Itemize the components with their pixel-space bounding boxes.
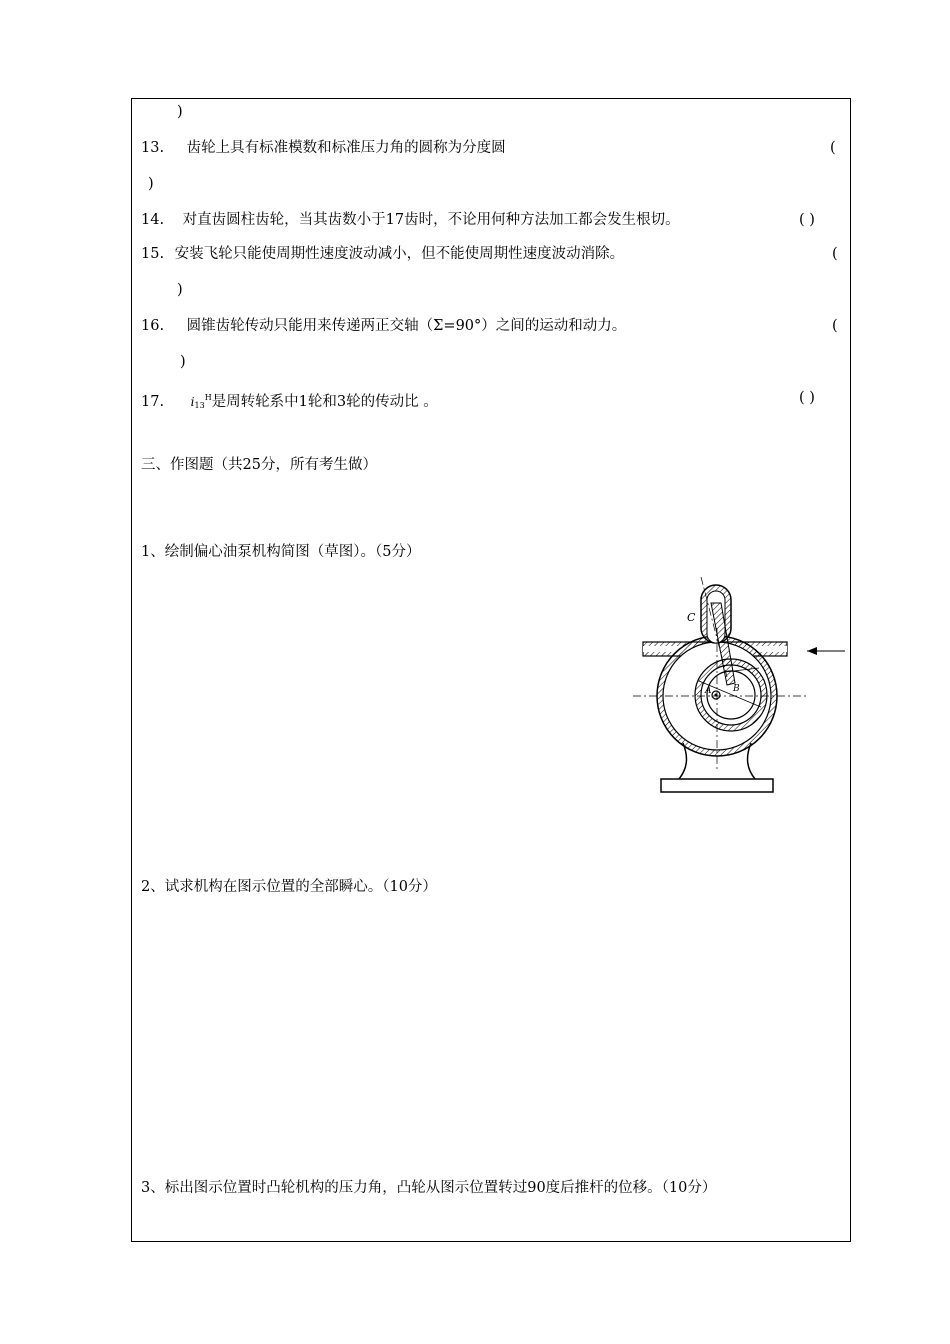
answer-parens: ( )	[799, 390, 815, 406]
question-15	[141, 245, 624, 263]
answer-parens: ( )	[799, 212, 815, 228]
label-b: B	[733, 684, 740, 694]
question-text: 圆锥齿轮传动只能用来传递两正交轴（Σ=90°）之间的运动和动力。	[186, 318, 627, 334]
question-text: 对直齿圆柱齿轮，当其齿数小于17齿时，不论用何种方法加工都会发生根切。	[182, 212, 680, 228]
ratio-symbol	[191, 394, 212, 410]
question-text: 是周转轮系中1轮和3轮的传动比 。	[211, 394, 438, 410]
question-number: 14.	[141, 212, 165, 228]
question-number: 13.	[141, 140, 165, 156]
ratio-superscript: H	[204, 393, 212, 402]
question-text: 安装飞轮只能使周期性速度波动减小，但不能使周期性速度波动消除。	[174, 246, 625, 262]
ratio-letter: i	[190, 395, 195, 409]
question-13	[141, 139, 506, 157]
question-number: 15.	[141, 246, 165, 262]
answer-paren-close: )	[148, 176, 154, 192]
question-text: 齿轮上具有标准模数和标准压力角的圆称为分度圆	[186, 140, 506, 156]
answer-paren-close: )	[177, 282, 183, 298]
continuation-paren: )	[177, 104, 183, 120]
drawing-question-2: 2、试求机构在图示位置的全部瞬心。（10分）	[141, 879, 437, 895]
label-c: C	[687, 611, 696, 624]
question-17	[141, 389, 438, 415]
answer-paren-open: (	[832, 246, 838, 262]
question-14	[141, 211, 680, 229]
label-a: A	[705, 686, 712, 696]
question-number: 17.	[141, 394, 165, 410]
answer-paren-open: (	[832, 318, 838, 334]
eccentric-pump-figure	[631, 573, 852, 800]
answer-paren-open: (	[830, 140, 836, 156]
answer-paren-close: )	[180, 354, 186, 370]
drawing-question-3: 3、标出图示位置时凸轮机构的压力角，凸轮从图示位置转过90度后推杆的位移。（10分）	[141, 1180, 717, 1196]
ratio-subscript: 13	[194, 401, 205, 410]
question-16	[141, 317, 626, 335]
drawing-question-1: 1、绘制偏心油泵机构简图（草图）。（5分）	[141, 544, 421, 560]
question-number: 16.	[141, 318, 165, 334]
section-heading: 三、作图题（共25分，所有考生做）	[141, 457, 377, 473]
pump-base	[661, 779, 773, 792]
